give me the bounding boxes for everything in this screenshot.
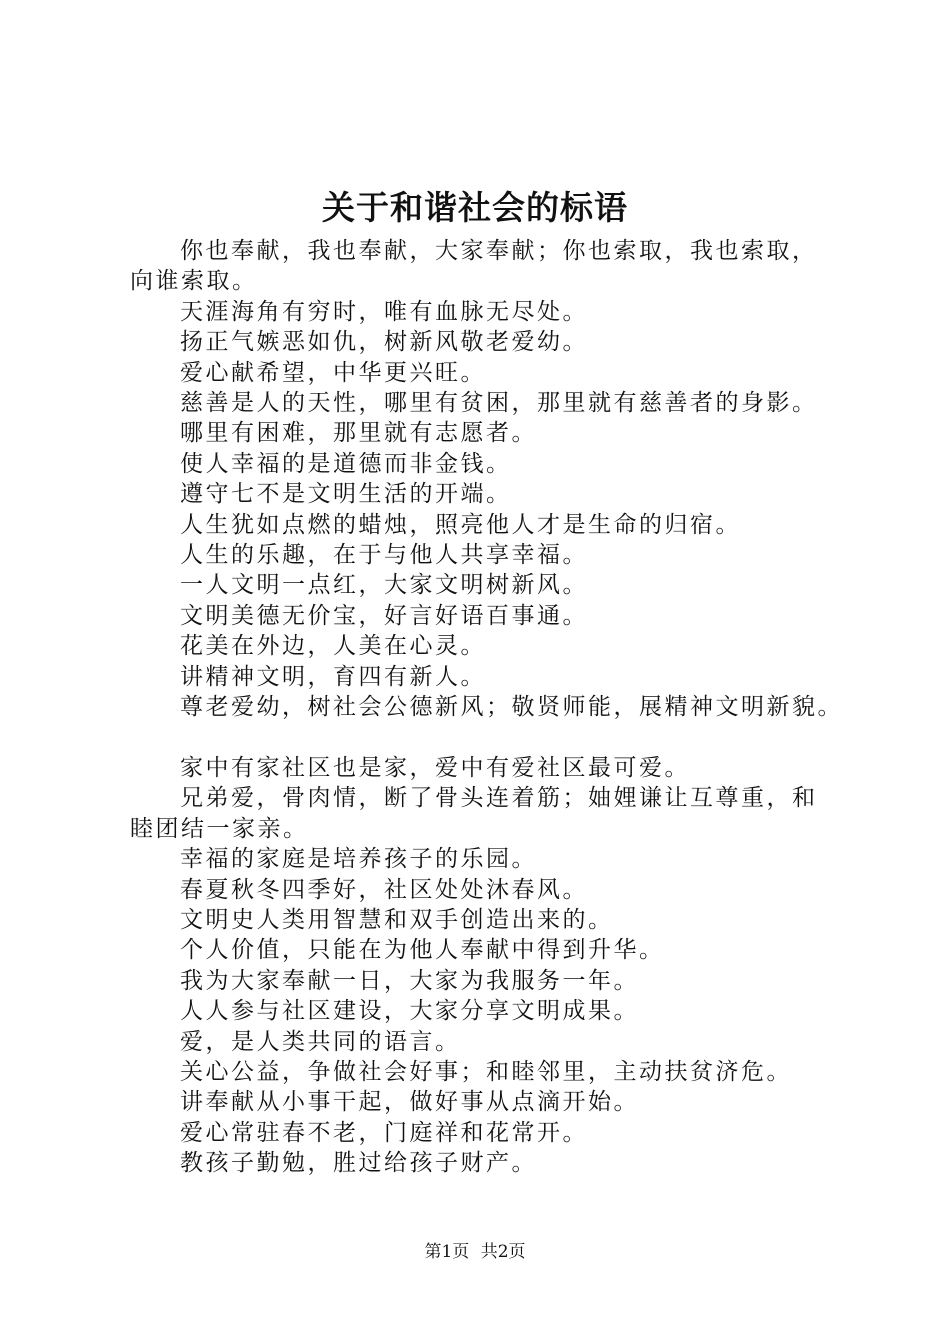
document-title: 关于和谐社会的标语 bbox=[322, 188, 628, 227]
paragraph: 扬正气嫉恶如仇，树新风敬老爱幼。 bbox=[180, 329, 588, 356]
paragraph: 幸福的家庭是培养孩子的乐园。 bbox=[180, 846, 537, 873]
page-total: 共2页 bbox=[480, 1242, 526, 1262]
paragraph: 讲奉献从小事干起，做好事从点滴开始。 bbox=[180, 1089, 639, 1116]
paragraph: 个人价值，只能在为他人奉献中得到升华。 bbox=[180, 937, 665, 964]
paragraph: 我为大家奉献一日，大家为我服务一年。 bbox=[180, 967, 639, 994]
paragraph: 文明史人类用智慧和双手创造出来的。 bbox=[180, 906, 614, 933]
paragraph: 家中有家社区也是家，爱中有爱社区最可爱。 bbox=[180, 754, 690, 781]
document-body bbox=[130, 236, 843, 1179]
paragraph: 人生的乐趣，在于与他人共享幸福。 bbox=[180, 542, 588, 569]
paragraph: 爱，是人类共同的语言。 bbox=[180, 1028, 461, 1055]
paragraph: 讲精神文明，育四有新人。 bbox=[180, 663, 486, 690]
paragraph: 尊老爱幼，树社会公德新风；敬贤师能，展精神文明新貌。 bbox=[180, 694, 843, 721]
paragraph: 爱心献希望，中华更兴旺。 bbox=[180, 359, 486, 386]
paragraph: 关心公益，争做社会好事；和睦邻里，主动扶贫济危。 bbox=[180, 1058, 792, 1085]
paragraph: 遵守七不是文明生活的开端。 bbox=[180, 481, 512, 508]
paragraph: 天涯海角有穷时，唯有血脉无尽处。 bbox=[180, 298, 588, 325]
page-footer bbox=[0, 1240, 950, 1264]
paragraph: 你也奉献，我也奉献，大家奉献；你也索取，我也索取，向谁索取。 bbox=[130, 238, 818, 295]
paragraph: 文明美德无价宝，好言好语百事通。 bbox=[180, 602, 588, 629]
paragraph: 哪里有困难，那里就有志愿者。 bbox=[180, 420, 537, 447]
paragraph: 人人参与社区建设，大家分享文明成果。 bbox=[180, 998, 639, 1025]
paragraph: 教孩子勤勉，胜过给孩子财产。 bbox=[180, 1150, 537, 1177]
paragraph: 使人幸福的是道德而非金钱。 bbox=[180, 450, 512, 477]
paragraph: 慈善是人的天性，哪里有贫困，那里就有慈善者的身影。 bbox=[180, 390, 818, 417]
paragraph: 人生犹如点燃的蜡烛，照亮他人才是生命的归宿。 bbox=[180, 511, 741, 538]
paragraph: 兄弟爱，骨肉情，断了骨头连着筋；妯娌谦让互尊重，和睦团结一家亲。 bbox=[130, 785, 818, 842]
paragraph: 一人文明一点红，大家文明树新风。 bbox=[180, 572, 588, 599]
paragraph: 爱心常驻春不老，门庭祥和花常开。 bbox=[180, 1119, 588, 1146]
paragraph-spacer bbox=[130, 723, 840, 753]
page-number: 第1页 bbox=[424, 1242, 470, 1262]
paragraph: 春夏秋冬四季好，社区处处沐春风。 bbox=[180, 876, 588, 903]
paragraph: 花美在外边，人美在心灵。 bbox=[180, 633, 486, 660]
